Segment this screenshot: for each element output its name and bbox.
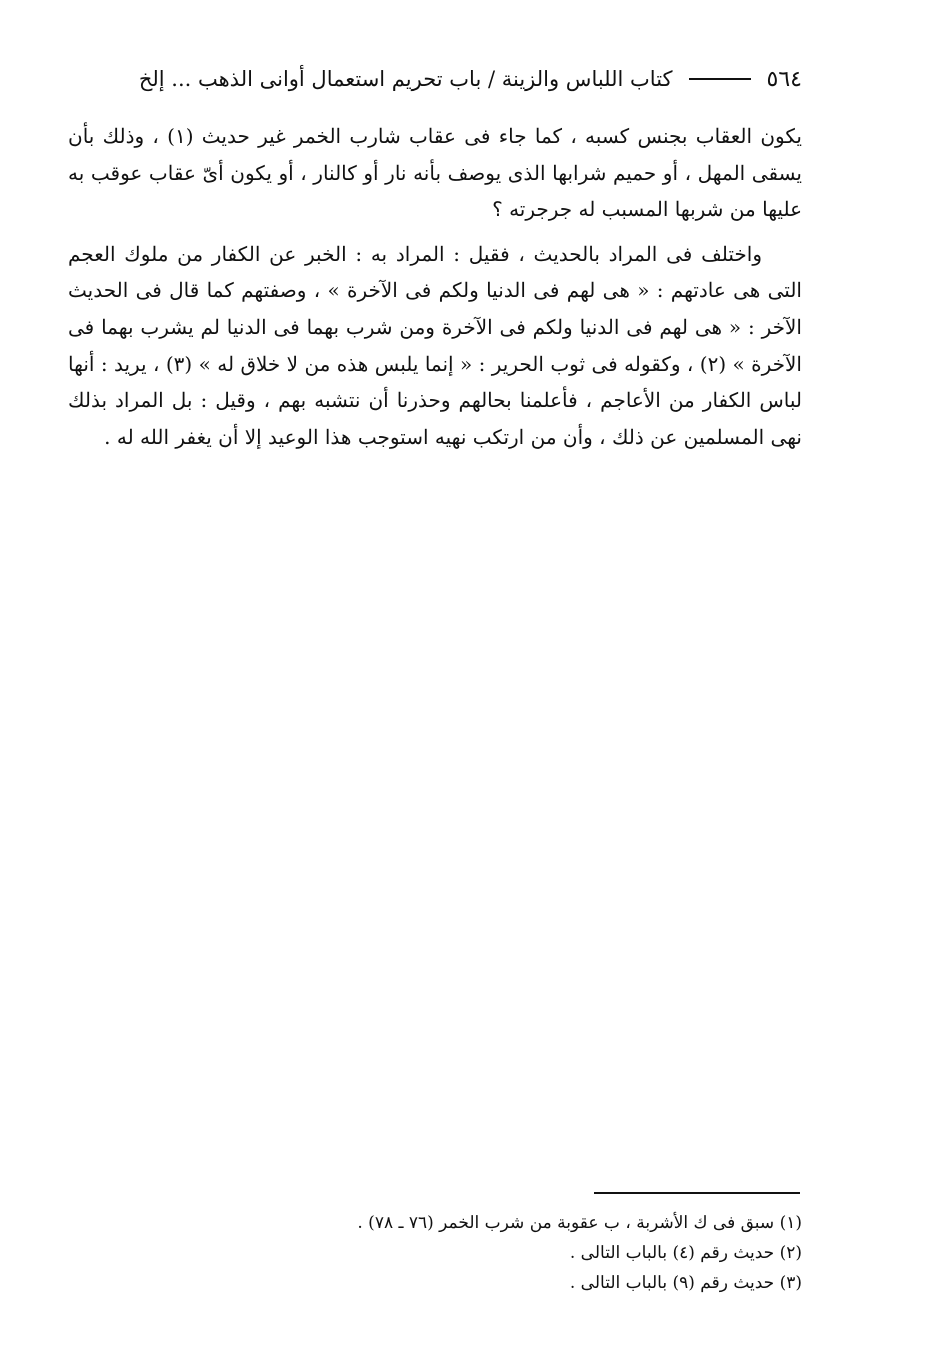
page-number: ٥٦٤ (766, 66, 802, 92)
page-header (66, 62, 802, 96)
running-title: كتاب اللباس والزينة / باب تحريم استعمال أوانى الذهب ... إلخ (138, 67, 673, 91)
footnotes (300, 1208, 802, 1298)
paragraph-1: يكون العقاب بجنس كسبه ، كما جاء فى عقاب شارب الخمر غير حديث (١) ، وذلك بأن يسقى المهل ، أو حميم شرابها الذى يوصف بأنه نار أو كالنار ، أو يكون أىّ عقاب عوقب به عليها من شربها المسبب له جرجرته ؟ (68, 124, 802, 222)
header-rule (689, 78, 751, 80)
footnote-separator (594, 1192, 800, 1194)
body-text (68, 118, 802, 463)
paragraph-2: واختلف فى المراد بالحديث ، فقيل : المراد به : الخبر عن الكفار من ملوك العجم التى هى عادتهم : « هى لهم فى الدنيا ولكم فى الآخرة » ، وصفتهم كما قال فى الحديث الآخر : « هى لهم فى الدنيا ولكم فى الآخرة ومن شرب بهما فى الدنيا لم يشرب بهما فى الآخرة » (٢) ، وكقوله فى ثوب الحرير : « إنما يلبس هذه من لا خلاق له » (٣) ، يريد : أنها لباس الكفار من الأعاجم ، فأعلمنا بحالهم وحذرنا أن نتشبه بهم ، وقيل : بل المراد بذلك نهى المسلمين عن ذلك ، وأن من ارتكب نهيه استوجب هذا الوعيد إلا أن يغفر الله له . (68, 241, 802, 449)
footnote-1: (١) سبق فى ك الأشربة ، ب عقوبة من شرب الخمر (٧٦ ـ ٧٨) . (357, 1213, 802, 1233)
footnote-3: (٣) حديث رقم (٩) بالباب التالى . (569, 1273, 802, 1293)
footnote-2: (٢) حديث رقم (٤) بالباب التالى . (569, 1243, 802, 1263)
